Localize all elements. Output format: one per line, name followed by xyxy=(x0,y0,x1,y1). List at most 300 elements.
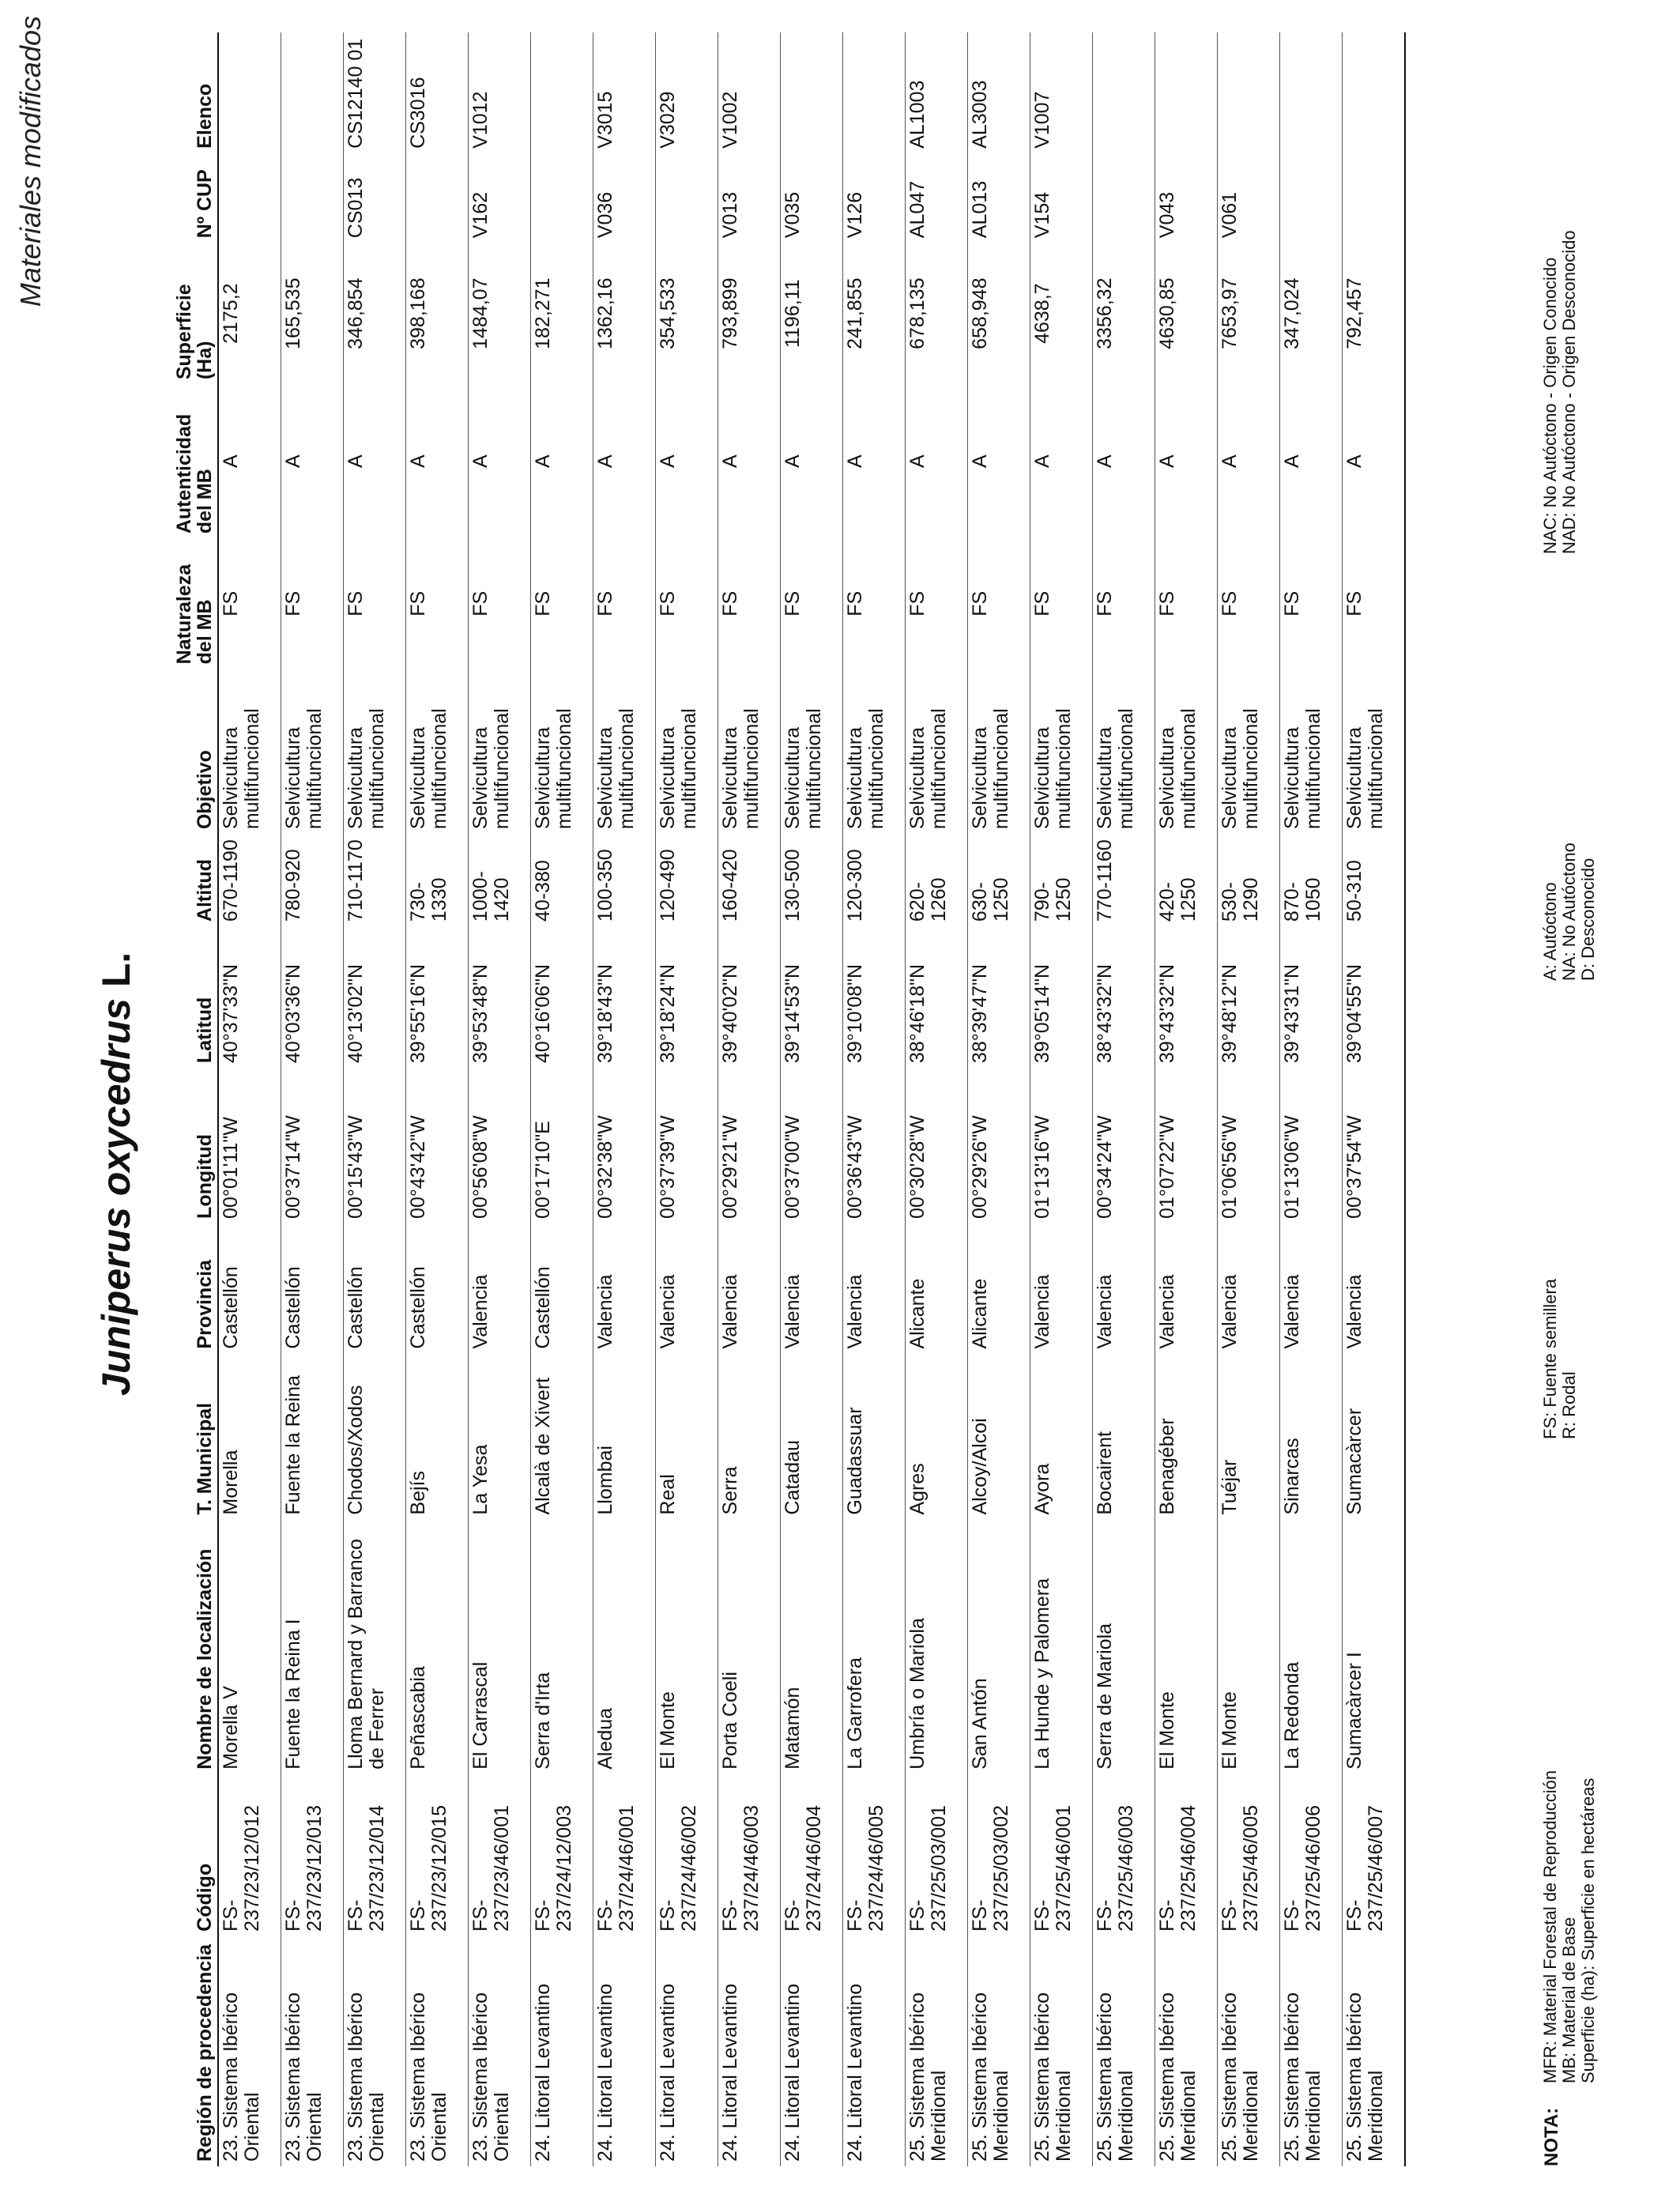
table-row xyxy=(1217,32,1279,2166)
note-line: NAC: No Autóctono - Origen Conocido xyxy=(1540,257,1560,554)
cell-naturaleza: FS xyxy=(530,538,593,669)
cell-cup xyxy=(1092,153,1155,243)
cell-latitud: 40°16'06"N xyxy=(530,926,593,1068)
cell-elenco: CS12140 01 xyxy=(343,32,405,153)
cell-latitud: 38°46'18"N xyxy=(905,926,967,1068)
cell-elenco xyxy=(530,32,593,153)
cell-superficie: 658,948 xyxy=(967,243,1030,384)
cell-cup: V035 xyxy=(780,153,842,243)
cell-autenticidad: A xyxy=(593,384,655,538)
cell-longitud: 01°13'06"W xyxy=(1279,1068,1342,1223)
cell-objetivo: Selvicultura multifuncional xyxy=(218,669,281,834)
cell-latitud: 39°18'43"N xyxy=(593,926,655,1068)
table-row xyxy=(530,32,593,2166)
cell-altitud: 530-1290 xyxy=(1217,834,1279,926)
table-row xyxy=(1155,32,1217,2166)
cell-objetivo: Selvicultura multifuncional xyxy=(780,669,842,834)
cell-superficie: 2175,2 xyxy=(218,243,281,384)
cell-region: 25. Sistema Ibérico Meridional xyxy=(1217,1936,1279,2166)
cell-region: 24. Litoral Levantino xyxy=(842,1936,905,2166)
cell-codigo: FS-237/24/12/003 xyxy=(530,1774,593,1936)
cell-elenco xyxy=(218,32,281,153)
species-name: Juniperus oxycedrus xyxy=(94,998,138,1396)
cell-codigo: FS-237/23/12/014 xyxy=(343,1774,405,1936)
table-row xyxy=(967,32,1030,2166)
cell-elenco: V1012 xyxy=(468,32,530,153)
table-row xyxy=(218,32,281,2166)
table-row xyxy=(905,32,967,2166)
note-line: Superficie (ha): Superficie en hectáreas xyxy=(1578,1777,1599,2083)
cell-superficie: 678,135 xyxy=(905,243,967,384)
cell-longitud: 00°37'14"W xyxy=(281,1068,343,1223)
cell-localizacion: Serra d'Irta xyxy=(530,1520,593,1774)
cell-codigo: FS-237/25/46/007 xyxy=(1342,1774,1405,1936)
cell-latitud: 40°13'02"N xyxy=(343,926,405,1068)
cell-latitud: 39°48'12"N xyxy=(1217,926,1279,1068)
cell-municipio: Alcoy/Alcoi xyxy=(967,1354,1030,1520)
cell-naturaleza: FS xyxy=(1030,538,1092,669)
cell-localizacion: Serra de Mariola xyxy=(1092,1520,1155,1774)
cell-superficie: 3356,32 xyxy=(1092,243,1155,384)
col-header: Nombre de localización xyxy=(172,1520,218,1774)
page-header-title: Materiales modificados xyxy=(14,16,47,307)
cell-elenco: V3015 xyxy=(593,32,655,153)
cell-region: 25. Sistema Ibérico Meridional xyxy=(1092,1936,1155,2166)
cell-naturaleza: FS xyxy=(1217,538,1279,669)
col-header: Superficie (Ha) xyxy=(172,243,218,384)
cell-cup xyxy=(530,153,593,243)
table-row xyxy=(343,32,405,2166)
cell-longitud: 00°34'24"W xyxy=(1092,1068,1155,1223)
note-line: R: Rodal xyxy=(1559,1371,1580,1439)
cell-provincia: Alicante xyxy=(905,1223,967,1354)
cell-cup: AL013 xyxy=(967,153,1030,243)
cell-region: 24. Litoral Levantino xyxy=(718,1936,780,2166)
table-row xyxy=(842,32,905,2166)
cell-municipio: Sumacàrcer xyxy=(1342,1354,1405,1520)
cell-municipio: Agres xyxy=(905,1354,967,1520)
note-line: FS: Fuente semillera xyxy=(1540,1279,1560,1439)
cell-superficie: 182,271 xyxy=(530,243,593,384)
table-header-row xyxy=(172,32,218,2166)
cell-objetivo: Selvicultura multifuncional xyxy=(842,669,905,834)
cell-naturaleza: FS xyxy=(593,538,655,669)
col-header: Objetivo xyxy=(172,669,218,834)
cell-region: 24. Litoral Levantino xyxy=(655,1936,718,2166)
note-line: NAD: No Autóctono - Origen Desconocido xyxy=(1559,230,1580,554)
cell-superficie: 398,168 xyxy=(405,243,468,384)
cell-elenco: V3029 xyxy=(655,32,718,153)
cell-region: 25. Sistema Ibérico Meridional xyxy=(1279,1936,1342,2166)
cell-elenco xyxy=(780,32,842,153)
cell-elenco: CS3016 xyxy=(405,32,468,153)
cell-latitud: 39°43'31"N xyxy=(1279,926,1342,1068)
cell-autenticidad: A xyxy=(780,384,842,538)
cell-longitud: 00°29'21"W xyxy=(718,1068,780,1223)
cell-cup: V154 xyxy=(1030,153,1092,243)
cell-longitud: 01°07'22"W xyxy=(1155,1068,1217,1223)
cell-naturaleza: FS xyxy=(1279,538,1342,669)
cell-codigo: FS-237/25/03/001 xyxy=(905,1774,967,1936)
cell-autenticidad: A xyxy=(468,384,530,538)
cell-localizacion: San Antón xyxy=(967,1520,1030,1774)
cell-elenco xyxy=(1342,32,1405,153)
col-header: Autenticidad del MB xyxy=(172,384,218,538)
cell-provincia: Castellón xyxy=(343,1223,405,1354)
cell-codigo: FS-237/25/46/004 xyxy=(1155,1774,1217,1936)
cell-autenticidad: A xyxy=(405,384,468,538)
cell-localizacion: Fuente la Reina I xyxy=(281,1520,343,1774)
cell-longitud: 01°13'16"W xyxy=(1030,1068,1092,1223)
cell-cup: AL047 xyxy=(905,153,967,243)
cell-altitud: 670-1190 xyxy=(218,834,281,926)
col-header: Código xyxy=(172,1774,218,1936)
cell-region: 23. Sistema Ibérico Oriental xyxy=(281,1936,343,2166)
cell-altitud: 730-1330 xyxy=(405,834,468,926)
cell-latitud: 38°39'47"N xyxy=(967,926,1030,1068)
col-header: Nº CUP xyxy=(172,153,218,243)
cell-superficie: 1362,16 xyxy=(593,243,655,384)
cell-cup: V126 xyxy=(842,153,905,243)
cell-altitud: 420-1250 xyxy=(1155,834,1217,926)
cell-latitud: 39°05'14"N xyxy=(1030,926,1092,1068)
cell-superficie: 4638,7 xyxy=(1030,243,1092,384)
cell-altitud: 40-380 xyxy=(530,834,593,926)
cell-autenticidad: A xyxy=(1092,384,1155,538)
cell-altitud: 770-1160 xyxy=(1092,834,1155,926)
cell-autenticidad: A xyxy=(218,384,281,538)
cell-latitud: 40°37'33"N xyxy=(218,926,281,1068)
cell-localizacion: El Carrascal xyxy=(468,1520,530,1774)
cell-localizacion: Aledua xyxy=(593,1520,655,1774)
cell-provincia: Valencia xyxy=(468,1223,530,1354)
cell-autenticidad: A xyxy=(718,384,780,538)
cell-municipio: Guadassuar xyxy=(842,1354,905,1520)
notes-label: NOTA: xyxy=(1541,2107,1562,2166)
cell-objetivo: Selvicultura multifuncional xyxy=(718,669,780,834)
cell-autenticidad: A xyxy=(281,384,343,538)
cell-superficie: 792,457 xyxy=(1342,243,1405,384)
cell-altitud: 120-490 xyxy=(655,834,718,926)
cell-region: 23. Sistema Ibérico Oriental xyxy=(218,1936,281,2166)
note-line: MFR: Material Forestal de Reproducción xyxy=(1540,1770,1560,2083)
cell-objetivo: Selvicultura multifuncional xyxy=(1030,669,1092,834)
cell-elenco xyxy=(1092,32,1155,153)
table-row xyxy=(281,32,343,2166)
cell-objetivo: Selvicultura multifuncional xyxy=(1217,669,1279,834)
cell-altitud: 120-300 xyxy=(842,834,905,926)
cell-municipio: Serra xyxy=(718,1354,780,1520)
cell-provincia: Castellón xyxy=(405,1223,468,1354)
cell-municipio: Alcalà de Xivert xyxy=(530,1354,593,1520)
cell-municipio: Chodos/Xodos xyxy=(343,1354,405,1520)
cell-superficie: 1484,07 xyxy=(468,243,530,384)
table-row xyxy=(405,32,468,2166)
cell-codigo: FS-237/23/12/012 xyxy=(218,1774,281,1936)
cell-naturaleza: FS xyxy=(218,538,281,669)
materials-table xyxy=(172,32,1406,2166)
cell-provincia: Valencia xyxy=(842,1223,905,1354)
cell-municipio: La Yesa xyxy=(468,1354,530,1520)
cell-longitud: 00°56'08"W xyxy=(468,1068,530,1223)
cell-municipio: Ayora xyxy=(1030,1354,1092,1520)
cell-region: 23. Sistema Ibérico Oriental xyxy=(468,1936,530,2166)
cell-naturaleza: FS xyxy=(281,538,343,669)
cell-altitud: 790-1250 xyxy=(1030,834,1092,926)
note-line: NA: No Autóctono xyxy=(1559,843,1580,981)
cell-codigo: FS-237/24/46/002 xyxy=(655,1774,718,1936)
cell-codigo: FS-237/24/46/005 xyxy=(842,1774,905,1936)
cell-cup: V036 xyxy=(593,153,655,243)
cell-objetivo: Selvicultura multifuncional xyxy=(1092,669,1155,834)
cell-cup xyxy=(218,153,281,243)
cell-codigo: FS-237/25/46/001 xyxy=(1030,1774,1092,1936)
table-row xyxy=(655,32,718,2166)
cell-provincia: Castellón xyxy=(218,1223,281,1354)
cell-provincia: Valencia xyxy=(1092,1223,1155,1354)
notes-col-4 xyxy=(1541,230,1579,554)
table-row xyxy=(1030,32,1092,2166)
cell-objetivo: Selvicultura multifuncional xyxy=(593,669,655,834)
cell-provincia: Castellón xyxy=(281,1223,343,1354)
cell-autenticidad: A xyxy=(655,384,718,538)
cell-codigo: FS-237/23/12/015 xyxy=(405,1774,468,1936)
col-header: Provincia xyxy=(172,1223,218,1354)
species-title xyxy=(93,952,139,1396)
cell-municipio: Catadau xyxy=(780,1354,842,1520)
cell-provincia: Valencia xyxy=(780,1223,842,1354)
cell-codigo: FS-237/24/46/004 xyxy=(780,1774,842,1936)
cell-localizacion: Matamón xyxy=(780,1520,842,1774)
notes-col-3 xyxy=(1541,843,1599,981)
cell-longitud: 01°06'56"W xyxy=(1217,1068,1279,1223)
table-row xyxy=(468,32,530,2166)
cell-cup xyxy=(405,153,468,243)
cell-naturaleza: FS xyxy=(655,538,718,669)
cell-municipio: Benagéber xyxy=(1155,1354,1217,1520)
col-header: Latitud xyxy=(172,926,218,1068)
cell-provincia: Valencia xyxy=(593,1223,655,1354)
cell-codigo: FS-237/25/46/003 xyxy=(1092,1774,1155,1936)
cell-latitud: 39°40'02"N xyxy=(718,926,780,1068)
cell-provincia: Valencia xyxy=(655,1223,718,1354)
cell-region: 23. Sistema Ibérico Oriental xyxy=(343,1936,405,2166)
col-header: Altitud xyxy=(172,834,218,926)
cell-superficie: 1196,11 xyxy=(780,243,842,384)
cell-altitud: 130-500 xyxy=(780,834,842,926)
cell-objetivo: Selvicultura multifuncional xyxy=(1279,669,1342,834)
cell-localizacion: Sumacàrcer I xyxy=(1342,1520,1405,1774)
cell-latitud: 40°03'36"N xyxy=(281,926,343,1068)
notes-col-1 xyxy=(1541,1770,1599,2083)
cell-localizacion: La Hunde y Palomera xyxy=(1030,1520,1092,1774)
cell-objetivo: Selvicultura multifuncional xyxy=(905,669,967,834)
cell-naturaleza: FS xyxy=(1155,538,1217,669)
cell-cup: V043 xyxy=(1155,153,1217,243)
cell-elenco xyxy=(1217,32,1279,153)
cell-region: 25. Sistema Ibérico Meridional xyxy=(905,1936,967,2166)
cell-provincia: Valencia xyxy=(1217,1223,1279,1354)
cell-latitud: 39°55'16"N xyxy=(405,926,468,1068)
cell-altitud: 160-420 xyxy=(718,834,780,926)
table-row xyxy=(1092,32,1155,2166)
cell-objetivo: Selvicultura multifuncional xyxy=(1155,669,1217,834)
cell-longitud: 00°36'43"W xyxy=(842,1068,905,1223)
cell-autenticidad: A xyxy=(967,384,1030,538)
cell-codigo: FS-237/24/46/003 xyxy=(718,1774,780,1936)
cell-elenco xyxy=(1279,32,1342,153)
col-header: Región de procedencia xyxy=(172,1936,218,2166)
cell-region: 25. Sistema Ibérico Meridional xyxy=(1342,1936,1405,2166)
cell-cup: V013 xyxy=(718,153,780,243)
cell-cup: V162 xyxy=(468,153,530,243)
cell-provincia: Castellón xyxy=(530,1223,593,1354)
cell-autenticidad: A xyxy=(1279,384,1342,538)
cell-codigo: FS-237/25/03/002 xyxy=(967,1774,1030,1936)
cell-superficie: 165,535 xyxy=(281,243,343,384)
table-row xyxy=(1279,32,1342,2166)
species-author: L. xyxy=(94,952,138,988)
cell-longitud: 00°37'54"W xyxy=(1342,1068,1405,1223)
cell-region: 25. Sistema Ibérico Meridional xyxy=(1155,1936,1217,2166)
cell-latitud: 39°14'53"N xyxy=(780,926,842,1068)
cell-longitud: 00°01'11"W xyxy=(218,1068,281,1223)
cell-autenticidad: A xyxy=(1342,384,1405,538)
cell-municipio: Sinarcas xyxy=(1279,1354,1342,1520)
cell-region: 24. Litoral Levantino xyxy=(530,1936,593,2166)
cell-altitud: 630-1250 xyxy=(967,834,1030,926)
cell-naturaleza: FS xyxy=(468,538,530,669)
cell-provincia: Valencia xyxy=(1279,1223,1342,1354)
cell-codigo: FS-237/23/46/001 xyxy=(468,1774,530,1936)
cell-provincia: Valencia xyxy=(1342,1223,1405,1354)
cell-longitud: 00°30'28"W xyxy=(905,1068,967,1223)
cell-localizacion: El Monte xyxy=(1217,1520,1279,1774)
notes-col-2 xyxy=(1541,1279,1579,1439)
cell-latitud: 39°04'55"N xyxy=(1342,926,1405,1068)
cell-autenticidad: A xyxy=(1030,384,1092,538)
cell-altitud: 870-1050 xyxy=(1279,834,1342,926)
col-header: Longitud xyxy=(172,1068,218,1223)
cell-objetivo: Selvicultura multifuncional xyxy=(530,669,593,834)
cell-latitud: 39°18'24"N xyxy=(655,926,718,1068)
cell-superficie: 793,899 xyxy=(718,243,780,384)
cell-localizacion: La Garrofera xyxy=(842,1520,905,1774)
cell-localizacion: El Monte xyxy=(655,1520,718,1774)
cell-naturaleza: FS xyxy=(718,538,780,669)
cell-naturaleza: FS xyxy=(343,538,405,669)
cell-municipio: Tuéjar xyxy=(1217,1354,1279,1520)
cell-elenco: V1007 xyxy=(1030,32,1092,153)
cell-longitud: 00°17'10"E xyxy=(530,1068,593,1223)
note-line: A: Autóctono xyxy=(1540,882,1560,981)
cell-longitud: 00°37'39"W xyxy=(655,1068,718,1223)
cell-latitud: 38°43'32"N xyxy=(1092,926,1155,1068)
cell-cup: V061 xyxy=(1217,153,1279,243)
cell-objetivo: Selvicultura multifuncional xyxy=(468,669,530,834)
cell-objetivo: Selvicultura multifuncional xyxy=(405,669,468,834)
cell-latitud: 39°53'48"N xyxy=(468,926,530,1068)
cell-superficie: 4630,85 xyxy=(1155,243,1217,384)
cell-altitud: 100-350 xyxy=(593,834,655,926)
cell-region: 24. Litoral Levantino xyxy=(780,1936,842,2166)
cell-autenticidad: A xyxy=(905,384,967,538)
cell-latitud: 39°43'32"N xyxy=(1155,926,1217,1068)
cell-provincia: Valencia xyxy=(1030,1223,1092,1354)
cell-naturaleza: FS xyxy=(1092,538,1155,669)
cell-naturaleza: FS xyxy=(405,538,468,669)
cell-codigo: FS-237/25/46/005 xyxy=(1217,1774,1279,1936)
cell-elenco xyxy=(281,32,343,153)
cell-objetivo: Selvicultura multifuncional xyxy=(343,669,405,834)
col-header: Elenco xyxy=(172,32,218,153)
cell-elenco: AL3003 xyxy=(967,32,1030,153)
cell-codigo: FS-237/23/12/013 xyxy=(281,1774,343,1936)
cell-cup: CS013 xyxy=(343,153,405,243)
cell-autenticidad: A xyxy=(343,384,405,538)
cell-region: 24. Litoral Levantino xyxy=(593,1936,655,2166)
cell-superficie: 347,024 xyxy=(1279,243,1342,384)
cell-naturaleza: FS xyxy=(905,538,967,669)
table-row xyxy=(780,32,842,2166)
cell-autenticidad: A xyxy=(842,384,905,538)
table-row xyxy=(718,32,780,2166)
cell-naturaleza: FS xyxy=(967,538,1030,669)
cell-objetivo: Selvicultura multifuncional xyxy=(281,669,343,834)
cell-municipio: Bocairent xyxy=(1092,1354,1155,1520)
cell-naturaleza: FS xyxy=(780,538,842,669)
cell-codigo: FS-237/24/46/001 xyxy=(593,1774,655,1936)
cell-longitud: 00°43'42"W xyxy=(405,1068,468,1223)
cell-cup xyxy=(655,153,718,243)
cell-municipio: Fuente la Reina xyxy=(281,1354,343,1520)
cell-cup xyxy=(1279,153,1342,243)
cell-localizacion: Lloma Bernard y Barranco de Ferrer xyxy=(343,1520,405,1774)
cell-superficie: 7653,97 xyxy=(1217,243,1279,384)
cell-latitud: 39°10'08"N xyxy=(842,926,905,1068)
cell-region: 25. Sistema Ibérico Meridional xyxy=(1030,1936,1092,2166)
cell-longitud: 00°15'43"W xyxy=(343,1068,405,1223)
cell-localizacion: Porta Coeli xyxy=(718,1520,780,1774)
cell-municipio: Morella xyxy=(218,1354,281,1520)
col-header: Naturaleza del MB xyxy=(172,538,218,669)
col-header: T. Municipal xyxy=(172,1354,218,1520)
note-line: D: Desconocido xyxy=(1578,858,1599,981)
cell-naturaleza: FS xyxy=(1342,538,1405,669)
cell-altitud: 50-310 xyxy=(1342,834,1405,926)
cell-codigo: FS-237/25/46/006 xyxy=(1279,1774,1342,1936)
note-line: MB: Material de Base xyxy=(1559,1917,1580,2083)
cell-autenticidad: A xyxy=(1217,384,1279,538)
cell-region: 23. Sistema Ibérico Oriental xyxy=(405,1936,468,2166)
cell-superficie: 241,855 xyxy=(842,243,905,384)
cell-naturaleza: FS xyxy=(842,538,905,669)
cell-superficie: 346,854 xyxy=(343,243,405,384)
cell-cup xyxy=(281,153,343,243)
cell-objetivo: Selvicultura multifuncional xyxy=(967,669,1030,834)
cell-municipio: Real xyxy=(655,1354,718,1520)
cell-longitud: 00°32'38"W xyxy=(593,1068,655,1223)
cell-longitud: 00°29'26"W xyxy=(967,1068,1030,1223)
cell-provincia: Valencia xyxy=(718,1223,780,1354)
cell-objetivo: Selvicultura multifuncional xyxy=(655,669,718,834)
cell-localizacion: Peñascabia xyxy=(405,1520,468,1774)
cell-cup xyxy=(1342,153,1405,243)
cell-superficie: 354,533 xyxy=(655,243,718,384)
cell-localizacion: La Redonda xyxy=(1279,1520,1342,1774)
cell-provincia: Alicante xyxy=(967,1223,1030,1354)
cell-autenticidad: A xyxy=(1155,384,1217,538)
